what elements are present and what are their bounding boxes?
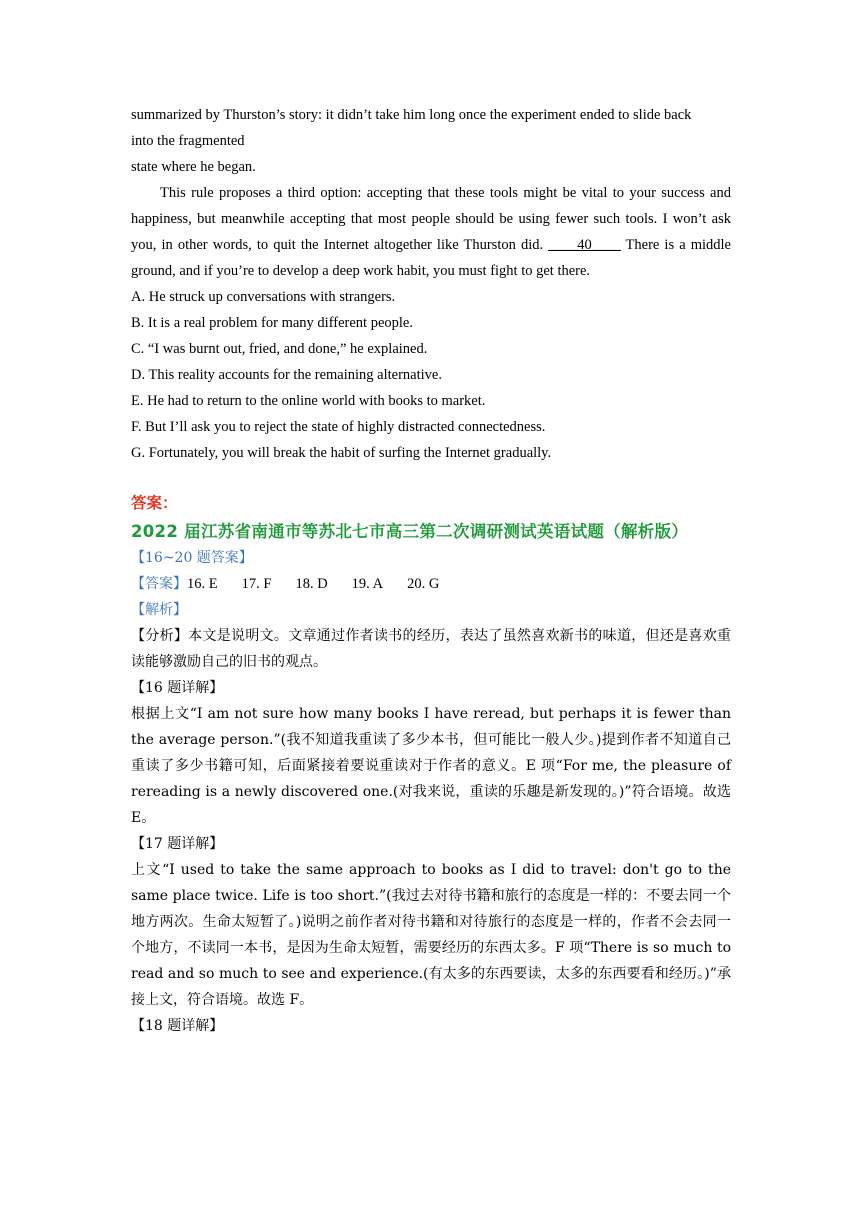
passage-line: state where he began. — [131, 159, 256, 175]
answer-item: 17. F — [241, 576, 272, 592]
paragraph-text: There is a middle ground, and if you’re to develop a deep work habit, you must fight to get there. — [131, 237, 731, 279]
analysis-tag: 【解析】 — [131, 602, 187, 618]
option-item: G. Fortunately, you will break the habit of surfing the Internet gradually. — [131, 445, 552, 461]
option-item: B. It is a real problem for many different people. — [131, 315, 413, 331]
answer-tag: 【答案】 — [131, 576, 187, 592]
answer-title: 2022 届江苏省南通市等苏北七市高三第二次调研测试英语试题（解析版） — [131, 522, 689, 541]
section-header: 【16~20 题答案】 — [131, 550, 253, 566]
option-item: F. But I’ll ask you to reject the state of highly distracted connectedness. — [131, 419, 546, 435]
q17-text: 上文“I used to take the same approach to books as I did to travel: don't go to the same place twice. Life is too short.”(我过去对待书籍和旅行的态度是一样的：不要去同一个地方两次。生命太短暂了。)说明之前作者对待书籍和对待旅行的态度是一样的，作者不会去同一个地方，不读同一本书，是因为生命太短暂，需要经历的东西太多。F 项“There is so much to read and so much to see and experience.(有太多的东西要读，太多的东西要看和经历。)”承接上文，符合语境。故选 F。 — [131, 862, 731, 1008]
answer-item: 18. D — [295, 576, 328, 592]
answer-label: 答案： — [131, 494, 178, 512]
q16-header: 【16 题详解】 — [131, 680, 224, 696]
blank-40: ____40____ — [548, 237, 621, 253]
answer-item: 20. G — [407, 576, 440, 592]
option-item: C. “I was burnt out, fried, and done,” he explained. — [131, 341, 428, 357]
answer-item: 19. A — [351, 576, 384, 592]
option-item: D. This reality accounts for the remaining alternative. — [131, 367, 442, 383]
analysis-text: 【分析】本文是说明文。文章通过作者读书的经历，表达了虽然喜欢新书的味道，但还是喜欢重读能够激励自己的旧书的观点。 — [131, 628, 731, 670]
document-content — [131, 102, 731, 1039]
passage-line: into the fragmented — [131, 133, 245, 149]
option-item: E. He had to return to the online world with books to market. — [131, 393, 486, 409]
paragraph-text: This rule proposes a third option: accepting that these tools might be vital to your success and happiness, but meanwhile accepting that most people should be using fewer such tools. I won’t ask you, in other words, to quit the Internet altogether like Thurston did. — [131, 185, 731, 253]
options-list — [131, 284, 731, 466]
passage-paragraph — [131, 180, 731, 284]
option-item: A. He struck up conversations with strangers. — [131, 289, 396, 305]
q17-header: 【17 题详解】 — [131, 836, 224, 852]
answer-item: 16. E — [187, 576, 218, 592]
passage-line: summarized by Thurston’s story: it didn’t take him long once the experiment ended to slide back — [131, 107, 692, 123]
answers-line — [131, 571, 731, 597]
q16-text: 根据上文“I am not sure how many books I have reread, but perhaps it is fewer than the average person.”(我不知道我重读了多少本书，但可能比一般人少。)提到作者不知道自己重读了多少书籍可知，后面紧接着要说重读对于作者的意义。E 项“For me, the pleasure of rereading is a newly discovered one.(对我来说，重读的乐趣是新发现的。)”符合语境。故选 E。 — [131, 706, 731, 826]
q18-header: 【18 题详解】 — [131, 1018, 224, 1034]
